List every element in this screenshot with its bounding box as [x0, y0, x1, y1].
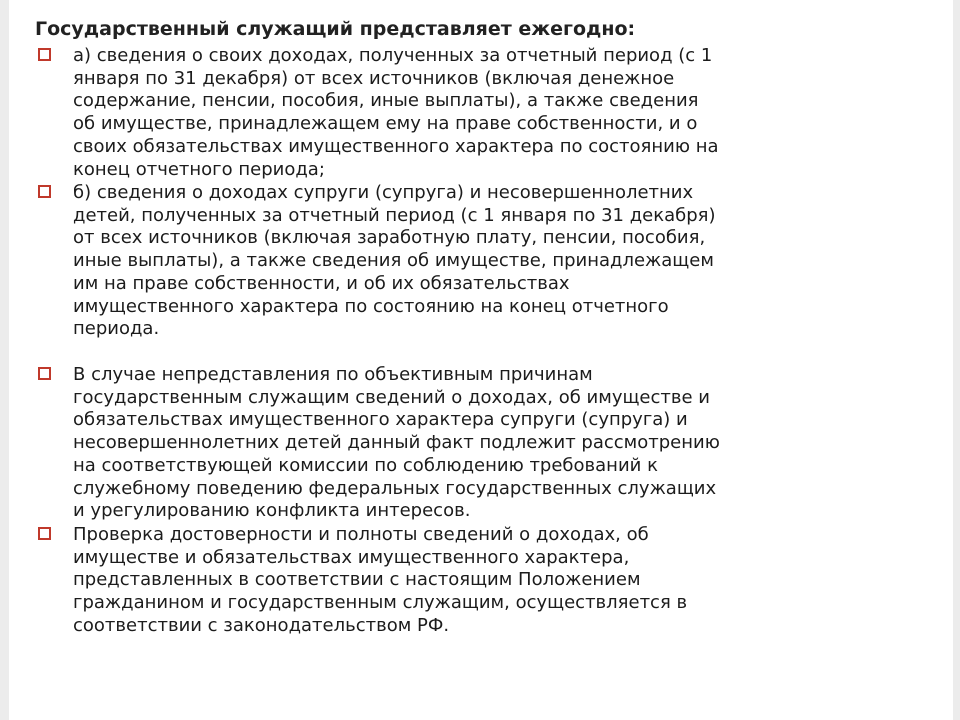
- bullet-item: [35, 364, 907, 523]
- slide-heading: Государственный служащий представляет ежегодно:: [35, 18, 636, 40]
- square-bullet-icon: [38, 367, 51, 380]
- bullet-item: [35, 45, 907, 181]
- square-bullet-icon: [38, 527, 51, 540]
- bullet-text: а) сведения о своих доходах, полученных за отчетный период (с 1 января по 31 декабря) от всех источников (включая денежное содержание, пенсии, пособия, иные выплаты), а также сведения об имуществе, принадлежащем ему на праве собственности, и о своих обязательствах имущественного характера по состоянию на конец отчетного периода;: [73, 45, 719, 180]
- bullet-item: [35, 182, 907, 341]
- bullet-item: [35, 524, 907, 638]
- square-bullet-icon: [38, 185, 51, 198]
- square-bullet-icon: [38, 48, 51, 61]
- bullet-text: б) сведения о доходах супруги (супруга) и несовершеннолетних детей, полученных за отчетный период (с 1 января по 31 декабря) от всех источников (включая заработную плату, пенсии, пособия, иные выплаты), а также сведения об имуществе, принадлежащем им на праве собственности, и об их обязательствах имущественного характера по состоянию на конец отчетного периода.: [73, 182, 716, 340]
- bullet-text: В случае непредставления по объективным причинам государственным служащим сведений о доходах, об имуществе и обязательствах имущественного характера супруги (супруга) и несовершеннолетних детей данный факт подлежит рассмотрению на соответствующей комиссии по соблюдению требований к служебному поведению федеральных государственных служащих и урегулированию конфликта интересов.: [73, 364, 720, 522]
- bullet-text: Проверка достоверности и полноты сведений о доходах, об имуществе и обязательствах имущественного характера, представленных в соответствии с настоящим Положением гражданином и государственным служащим, осуществляется в соответствии с законодательством РФ.: [73, 524, 688, 636]
- slide: [9, 0, 953, 720]
